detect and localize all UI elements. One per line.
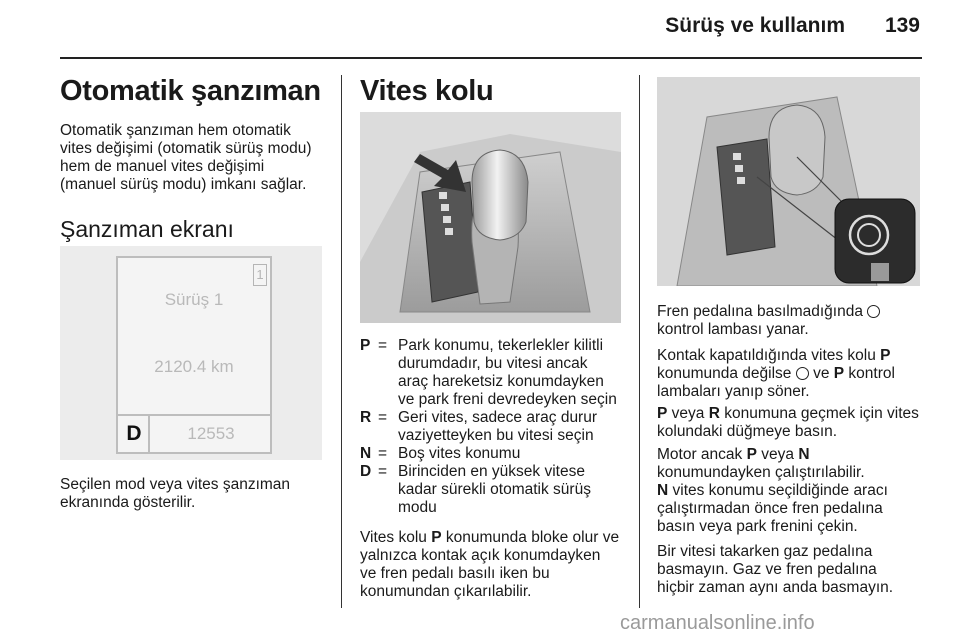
ignition-paragraph: Kontak kapatıldığında vites kolu P konumunda değilse ve P kontrol lambaları yanıp söner. <box>657 347 895 400</box>
gear-lever-figure <box>360 112 621 323</box>
gear-lever-illustration <box>360 112 621 323</box>
pedal-warning-paragraph: Bir vitesi takarken gaz pedalına basmayın. Gaz ve fren pedalına hiçbir zaman aynı anda basmayın. <box>657 543 894 596</box>
subsection-heading: Şanzıman ekranı <box>60 216 234 242</box>
button-paragraph: P veya R konumuna geçmek için vites kolundaki düğmeye basın. <box>657 405 919 440</box>
gear-positions-list <box>360 337 630 517</box>
column-divider-1 <box>341 75 342 608</box>
gear-item-d: D = Birinciden en yüksek vitese kadar sürekli otomatik sürüş modu <box>360 463 591 516</box>
display-distance: 2120.4 km <box>154 357 234 376</box>
column-divider-2 <box>639 75 640 608</box>
brake-lamp-paragraph: Fren pedalına basılmadığında kontrol lambası yanar. <box>657 303 927 339</box>
lever-heading: Vites kolu <box>360 75 494 107</box>
gear-item-r: R = Geri vites, sadece araç durur vaziyetteyken bu vitesi seçin <box>360 409 598 444</box>
display-gear: D <box>126 422 142 445</box>
brake-indicator-illustration <box>657 77 920 286</box>
display-odometer: 12553 <box>187 424 235 443</box>
brake-indicator-figure <box>657 77 920 286</box>
intro-paragraph: Otomatik şanzıman hem otomatik vites değişimi (otomatik sürüş modu) hem de manuel vites değişimi (manuel sürüş modu) imkanı sağlar. <box>60 122 312 193</box>
watermark: carmanualsonline.info <box>620 612 815 634</box>
lever-lock-paragraph: Vites kolu P konumunda bloke olur ve yalnızca kontak açık konumdayken ve fren pedalı basılı iken bu konumundan çıkarılabilir. <box>360 529 620 600</box>
gear-item-n: N = Boş vites konumu <box>360 445 521 462</box>
page-number: 139 <box>884 14 920 37</box>
display-caption: Seçilen mod veya vites şanzıman ekranında gösterilir. <box>60 476 291 511</box>
display-mode: Sürüş 1 <box>164 290 224 309</box>
display-separator <box>116 414 272 416</box>
running-header-title: Sürüş ve kullanım <box>665 14 845 37</box>
brake-warning-icon <box>867 305 880 318</box>
header-rule <box>60 57 922 59</box>
display-corner-indicator: 1 <box>253 264 267 286</box>
gear-item-p: P = Park konumu, tekerlekler kilitli durumdadır, bu vitesi ancak araç hareketsiz konumdayken ve park freni devredeyken seçin <box>360 337 617 408</box>
engine-start-paragraph: Motor ancak P veya N konumundayken çalıştırılabilir. N vites konumu seçildiğinde aracı çalıştırmadan önce fren pedalına basın veya park frenini çekin. <box>657 446 888 535</box>
section-heading: Otomatik şanzıman <box>60 75 321 107</box>
brake-warning-icon <box>796 367 809 380</box>
